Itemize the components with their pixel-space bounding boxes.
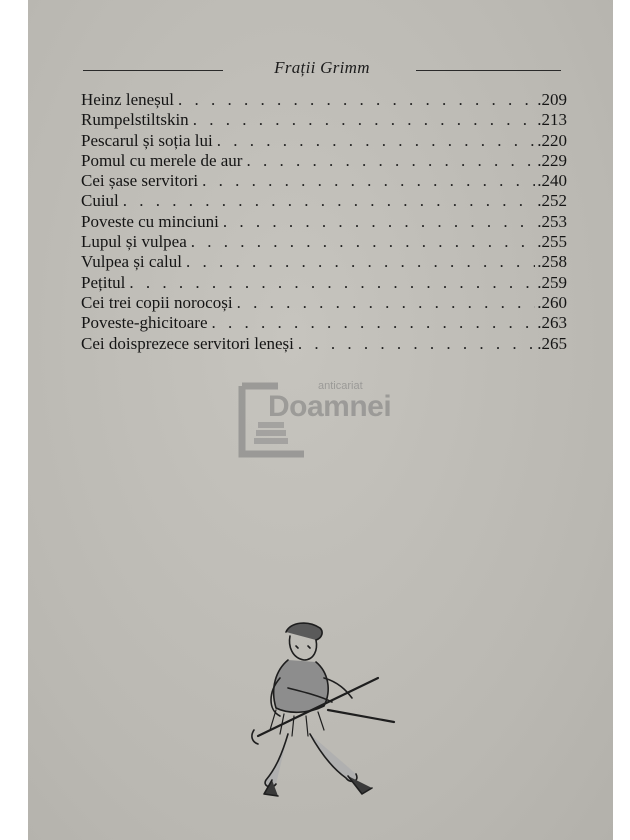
toc-leader-dots [212,313,536,333]
toc-leader-dots [129,273,535,293]
toc-entry [81,212,567,232]
toc-leader-dots [298,334,535,354]
toc-leader-dots [191,232,535,252]
toc-entry-title: Pețitul [81,272,126,292]
header-rule-right [416,70,561,71]
toc-entry-page: .220 [537,130,567,150]
toc-entry-page: .253 [537,211,567,231]
toc-entry-title: Vulpea și calul [81,252,182,272]
toc-leader-dots [123,191,535,211]
toc-entry-page: .255 [537,232,567,252]
watermark [238,380,438,460]
toc-entry [81,191,567,211]
toc-leader-dots [237,293,536,313]
toc-entry-page: .213 [537,110,567,130]
watermark-main-text: Doamnei [268,390,392,423]
running-header-title: Frații Grimm [274,58,370,77]
running-header [83,58,561,82]
toc-entry [81,131,567,151]
toc-entry-title: Pomul cu merele de aur [81,150,243,170]
toc-leader-dots [202,171,535,191]
toc-entry-page: .259 [537,272,567,292]
toc-entry-page: .240 [537,171,567,191]
toc-entry-title: Cuiul [81,191,119,211]
toc-entry-title: Pescarul și soția lui [81,130,213,150]
toc-entry-title: Cei trei copii norocoși [81,292,233,312]
toc-entry [81,273,567,293]
toc-leader-dots [246,151,535,171]
toc-leader-dots [223,212,535,232]
toc-entry-page: .252 [537,191,567,211]
toc-entry-title: Poveste-ghicitoare [81,313,208,333]
toc-entry [81,151,567,171]
toc-entry-title: Cei șase servitori [81,171,199,191]
toc-entry-page: .263 [537,313,567,333]
toc-entry-page: .209 [537,90,567,109]
toc-entry-page: .258 [537,252,567,272]
toc-leader-dots [217,131,536,151]
toc-entry [81,293,567,313]
toc-entry [81,110,567,130]
watermark-top-text: anticariat [318,380,363,392]
toc-entry-title: Heinz leneșul [81,90,174,109]
toc-entry-title: Poveste cu minciuni [81,211,219,231]
toc-entry-page: .265 [537,333,567,353]
toc-entry [81,232,567,252]
toc-entry [81,252,567,272]
toc-entry-page: .260 [537,292,567,312]
table-of-contents [81,90,567,354]
toc-entry-title: Cei doisprezece servitori leneși [81,333,294,353]
toc-entry [81,171,567,191]
toc-leader-dots [178,90,535,110]
toc-entry-page: .229 [537,150,567,170]
toc-entry [81,90,567,110]
toc-entry-title: Lupul și vulpea [81,232,187,252]
toc-entry-title: Rumpelstiltskin [81,110,189,130]
book-page [28,0,613,840]
toc-entry [81,313,567,333]
boy-with-crossbow-illustration [228,618,398,808]
toc-entry [81,334,567,354]
toc-leader-dots [193,110,536,130]
toc-leader-dots [186,252,535,272]
